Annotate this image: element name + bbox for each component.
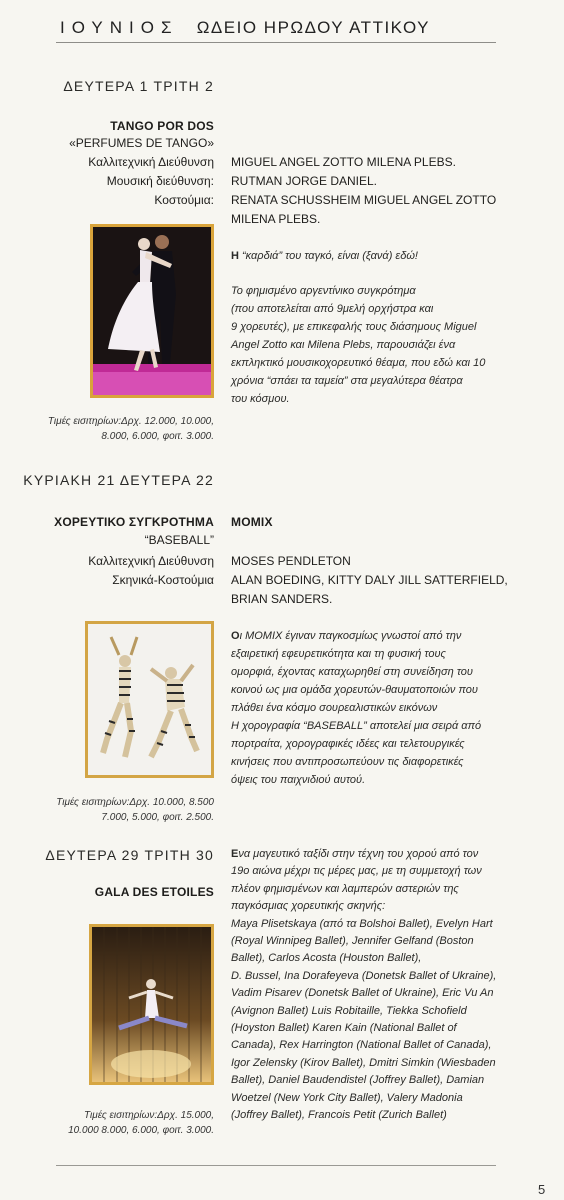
event-date: ΚΥΡΙΑΚΗ 21 ΔΕΥΤΕΡΑ 22 bbox=[23, 472, 214, 488]
price-line: 8.000, 6.000, φοιτ. 3.000. bbox=[101, 431, 214, 442]
description-line: D. Bussel, Ina Dorafeyeva (Donetsk Ballet of Ukraine), bbox=[231, 969, 497, 982]
description-initial: Ο bbox=[231, 630, 240, 642]
description-line: χρόνια “σπάει τα ταμεία” στα μεγαλύτερα θέατρα bbox=[231, 375, 463, 387]
credit-value: BRIAN SANDERS. bbox=[231, 592, 333, 606]
credit-label: Σκηνικά-Κοστούμια bbox=[112, 573, 214, 587]
description-line: του κόσμου. bbox=[231, 393, 290, 405]
description-line: Ballet), Carlos Acosta (Houston Ballet), bbox=[231, 952, 422, 965]
page-number: 5 bbox=[538, 1182, 546, 1197]
description-line: κοινού ως μια ομάδα χορευτών-θαυματοποιών που bbox=[231, 684, 478, 696]
description-line: ομορφιά, έχοντας καταχωρηθεί στη συνείδηση του bbox=[231, 666, 473, 678]
credit-value: ALAN BOEDING, KITTY DALY JILL SATTERFIELD, bbox=[231, 573, 508, 587]
month-title: ΙΟΥΝΙΟΣ bbox=[60, 18, 179, 37]
ticket-prices bbox=[14, 795, 214, 825]
event-intro bbox=[231, 247, 531, 265]
event-description bbox=[231, 627, 531, 789]
price-line: Τιμές εισιτηρίων:Δρχ. 12.000, 10.000, bbox=[47, 416, 214, 427]
event-subtitle: «PERFUMES DE TANGO» bbox=[69, 136, 214, 150]
price-line: Τιμές εισιτηρίων:Δρχ. 15.000, bbox=[84, 1110, 214, 1121]
price-line: Τιμές εισιτηρίων:Δρχ. 10.000, 8.500 bbox=[56, 797, 214, 808]
gala-dancer-photo bbox=[89, 924, 214, 1085]
description-line: κινήσεις που αντιπροσωπεύουν τις διαφορετικές bbox=[231, 756, 464, 768]
description-line: 9 χορευτές), με επικεφαλής τους διάσημους Miguel bbox=[231, 321, 477, 333]
description-line: (Joffrey Ballet), Francois Petit (Zurich Ballet) bbox=[231, 1109, 447, 1122]
description-line: όψεις του παιχνιδιού αυτού. bbox=[231, 774, 366, 786]
description-initial: Ε bbox=[231, 848, 239, 860]
venue-title: ΩΔΕΙΟ ΗΡΩΔΟΥ ΑΤΤΙΚΟΥ bbox=[196, 18, 431, 37]
description-line: 19ο αιώνα μέχρι τις μέρες μας, με τη συμμετοχή των bbox=[231, 865, 482, 878]
description-line: Canada), Rex Harrington (National Ballet of Canada), bbox=[231, 1039, 492, 1052]
event-subtitle: “BASEBALL” bbox=[144, 533, 214, 547]
description-line: (Avignon Ballet) Luis Robitaille, Tiekka Schofield bbox=[231, 1004, 467, 1017]
credit-label: Κοστούμια: bbox=[154, 193, 214, 207]
footer-divider bbox=[56, 1165, 496, 1166]
description-line: εξαιρετική εφευρετικότητα και τη φυσική τους bbox=[231, 648, 446, 660]
header-divider bbox=[56, 42, 496, 43]
event-description bbox=[231, 846, 531, 1125]
description-line: Το φημισμένο αργεντίνικο συγκρότημα bbox=[231, 285, 416, 297]
credit-value: MOSES PENDLETON bbox=[231, 554, 351, 568]
description-line: (Royal Winnipeg Ballet), Jennifer Gelfand (Boston bbox=[231, 935, 474, 948]
credit-value: MILENA PLEBS. bbox=[231, 212, 321, 226]
event-title: GALA DES ETOILES bbox=[94, 885, 214, 899]
intro-initial: Η bbox=[231, 250, 239, 262]
credit-label: Καλλιτεχνική Διεύθυνση bbox=[88, 155, 214, 169]
description-line: Igor Zelensky (Kirov Ballet), Dmitri Simkin (Wiesbaden bbox=[231, 1056, 496, 1069]
ticket-prices bbox=[14, 414, 214, 444]
event-description bbox=[231, 282, 531, 408]
event-title: TANGO POR DOS bbox=[110, 119, 214, 133]
price-line: 10.000 8.000, 6.000, φοιτ. 3.000. bbox=[68, 1125, 214, 1136]
price-line: 7.000, 5.000, φοιτ. 2.500. bbox=[101, 812, 214, 823]
description-line: παγκόσμιας χορευτικής σκηνής: bbox=[231, 900, 386, 913]
credit-label: Μουσική διεύθυνση: bbox=[106, 174, 214, 188]
page-header bbox=[60, 18, 494, 38]
description-line: εκπληκτικό μουσικοχορευτικό θέαμα, που εδώ και 10 bbox=[231, 357, 486, 369]
description-line: Vadim Pisarev (Donetsk Ballet of Ukraine), Eric Vu An bbox=[231, 987, 494, 1000]
description-line: πορτραίτα, χορογραφικές ιδέες και τελετουργικές bbox=[231, 738, 465, 750]
description-line: πλέον φημισμένων και λαμπερών αστεριών της bbox=[231, 882, 459, 895]
description-line: Maya Plisetskaya (από τα Bolshoi Ballet), Evelyn Hart bbox=[231, 917, 493, 930]
credit-value: RUTMAN JORGE DANIEL. bbox=[231, 174, 378, 188]
description-line: (Hoyston Ballet) Karen Kain (National Ballet of bbox=[231, 1022, 457, 1035]
description-line: Οι MOMIX έγιναν παγκοσμίως γνωστοί από την bbox=[231, 630, 462, 642]
description-line: Woetzel (New York City Ballet), Valery Madonia bbox=[231, 1091, 463, 1104]
description-line: Ballet), Daniel Baudendistel (Joffrey Ballet), Damian bbox=[231, 1074, 485, 1087]
description-line: Angel Zotto και Milena Plebs, παρουσιάζει ένα bbox=[231, 339, 456, 351]
description-line: (που αποτελείται από 9μελή ορχήστρα και bbox=[231, 303, 434, 315]
ticket-prices bbox=[14, 1108, 214, 1138]
intro-text: “καρδιά” του ταγκό, είναι (ξανά) εδώ! bbox=[238, 250, 418, 262]
event-title: ΧΟΡΕΥΤΙΚΟ ΣΥΓΚΡΟΤΗΜΑ bbox=[54, 515, 214, 529]
description-line: Ενα μαγευτικό ταξίδι στην τέχνη του χορού από τον bbox=[231, 848, 479, 860]
event-date: ΔΕΥΤΕΡΑ 29 ΤΡΙΤΗ 30 bbox=[45, 847, 214, 863]
company-name: MOMIX bbox=[231, 515, 273, 529]
credit-label: Καλλιτεχνική Διεύθυνση bbox=[88, 554, 214, 568]
tango-dancers-photo bbox=[90, 224, 214, 398]
credit-value: MIGUEL ANGEL ZOTTO MILENA PLEBS. bbox=[231, 155, 456, 169]
momix-dancers-photo bbox=[85, 621, 214, 778]
event-date: ΔΕΥΤΕΡΑ 1 ΤΡΙΤΗ 2 bbox=[63, 78, 214, 94]
description-line: Η χορογραφία “BASEBALL” αποτελεί μια σειρά από bbox=[231, 720, 482, 732]
description-line: πλάθει ένα κόσμο σουρεαλιστικών εικόνων bbox=[231, 702, 438, 714]
credit-value: RENATA SCHUSSHEIM MIGUEL ANGEL ZOTTO bbox=[231, 193, 497, 207]
